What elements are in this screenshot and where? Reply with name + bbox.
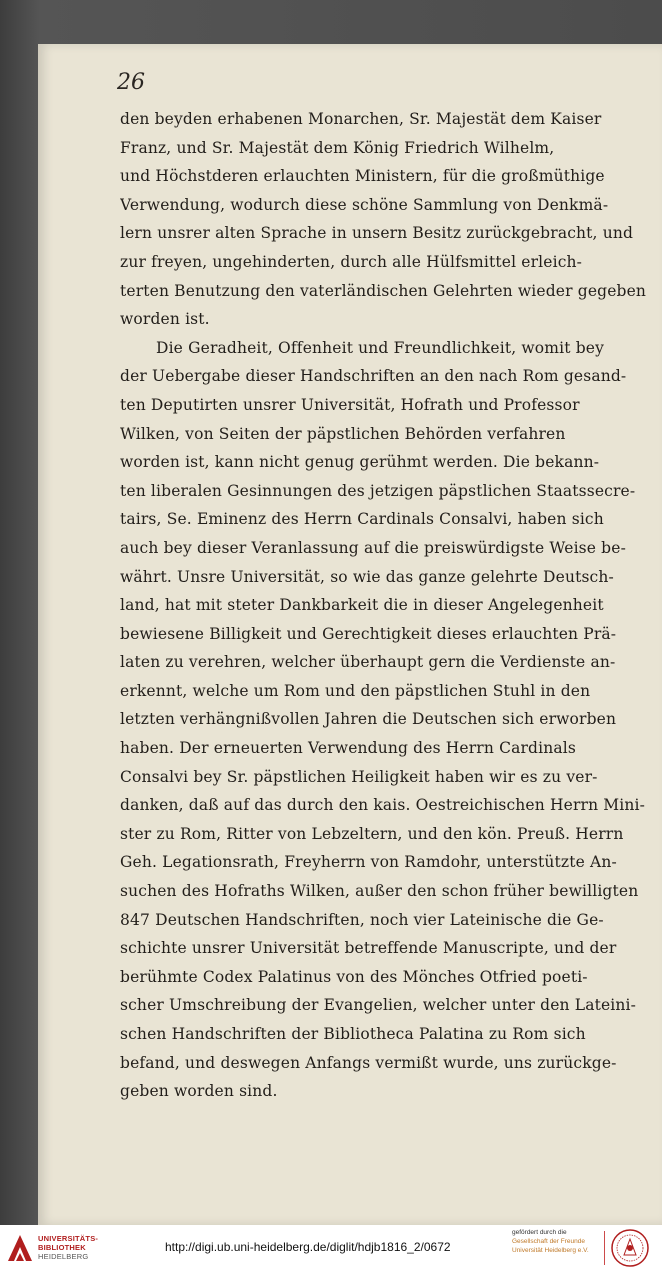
- permalink-url[interactable]: http://digi.ub.uni-heidelberg.de/diglit/hdjb1816_2/0672: [165, 1240, 451, 1254]
- text-line: befand, und deswegen Anfangs vermißt wurde, uns zurückge-: [120, 1053, 617, 1072]
- text-line: geben worden sind.: [120, 1082, 278, 1101]
- text-line: lern unsrer alten Sprache in unsern Besitz zurückgebracht, und: [120, 224, 634, 243]
- page-number: 26: [117, 70, 145, 95]
- text-line: Die Geradheit, Offenheit und Freundlichkeit, womit bey: [156, 338, 604, 357]
- text-line: Geh. Legationsrath, Freyherrn von Ramdohr, unterstützte An-: [120, 853, 617, 872]
- text-line: worden ist.: [120, 310, 210, 329]
- text-line: ten liberalen Gesinnungen des jetzigen päpstlichen Staatssecre-: [120, 481, 636, 500]
- footer-bar: [0, 1225, 662, 1271]
- text-line: ster zu Rom, Ritter von Lebzeltern, und den kön. Preuß. Herrn: [120, 824, 624, 843]
- text-line: tairs, Se. Eminenz des Herrn Cardinals Consalvi, haben sich: [120, 510, 604, 529]
- sponsor-divider: [604, 1231, 605, 1265]
- text-line: währt. Unsre Universität, so wie das ganze gelehrte Deutsch-: [120, 567, 614, 586]
- text-line: berühmte Codex Palatinus von des Mönches Otfried poeti-: [120, 967, 588, 986]
- university-seal-icon: [610, 1228, 650, 1268]
- text-line: schen Handschriften der Bibliotheca Palatina zu Rom sich: [120, 1025, 586, 1043]
- text-line: und Höchstderen erlauchten Ministern, für die großmüthige: [120, 167, 605, 186]
- sponsor-text: gefördert durch die Gesellschaft der Freunde Universität Heidelberg e.V.: [512, 1229, 589, 1254]
- text-line: danken, daß auf das durch den kais. Oestreichischen Herrn Mini-: [120, 796, 646, 815]
- text-line: 847 Deutschen Handschriften, noch vier Lateinische die Ge-: [120, 910, 604, 929]
- text-line: zur freyen, ungehinderten, durch alle Hülfsmittel erleich-: [120, 252, 583, 271]
- text-line: ten Deputirten unsrer Universität, Hofrath und Professor: [120, 395, 580, 414]
- text-line: terten Benutzung den vaterländischen Gelehrten wieder gegeben: [120, 281, 647, 300]
- text-line: suchen des Hofraths Wilken, außer den schon früher bewilligten: [120, 882, 639, 901]
- university-library-logo-icon: [6, 1233, 34, 1263]
- text-line: Consalvi bey Sr. päpstlichen Heiligkeit haben wir es zu ver-: [120, 767, 598, 786]
- text-line: den beyden erhabenen Monarchen, Sr. Majestät dem Kaiser: [120, 110, 602, 128]
- text-line: Franz, und Sr. Majestät dem König Friedrich Wilhelm,: [120, 138, 555, 157]
- text-line: schichte unsrer Universität betreffende Manuscripte, und der: [120, 939, 617, 958]
- text-line: Verwendung, wodurch diese schöne Sammlung von Denkmä-: [120, 195, 609, 214]
- text-line: worden ist, kann nicht genug gerühmt werden. Die bekann-: [120, 453, 600, 472]
- text-line: bewiesene Billigkeit und Gerechtigkeit dieses erlauchten Prä-: [120, 624, 617, 643]
- text-line: scher Umschreibung der Evangelien, welcher unter den Lateini-: [120, 996, 637, 1015]
- text-line: land, hat mit steter Dankbarkeit die in dieser Angelegenheit: [120, 596, 604, 615]
- text-line: Wilken, von Seiten der päpstlichen Behörden verfahren: [120, 424, 566, 443]
- text-line: haben. Der erneuerten Verwendung des Herrn Cardinals: [120, 739, 576, 758]
- university-library-name: UNIVERSITÄTS- BIBLIOTHEK HEIDELBERG: [38, 1234, 99, 1261]
- text-line: letzten verhängnißvollen Jahren die Deutschen sich erworben: [120, 710, 617, 729]
- text-line: der Uebergabe dieser Handschriften an den nach Rom gesand-: [120, 367, 627, 386]
- text-line: laten zu verehren, welcher überhaupt gern die Verdienste an-: [120, 653, 616, 672]
- page-text: [120, 105, 655, 1106]
- text-line: erkennt, welche um Rom und den päpstlichen Stuhl in den: [120, 681, 591, 700]
- text-line: auch bey dieser Veranlassung auf die preiswürdigste Weise be-: [120, 538, 626, 557]
